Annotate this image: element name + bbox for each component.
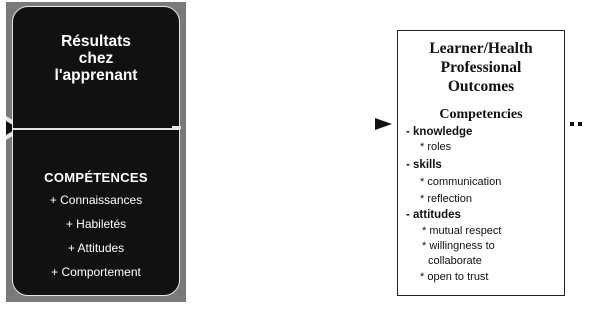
competency-item: * reflection [420, 193, 472, 205]
competency-item: * communication [420, 176, 502, 188]
competency-item-continued: collaborate [428, 255, 482, 267]
competency-item: * willingness to [422, 240, 495, 252]
french-panel-title [13, 33, 179, 84]
french-title-line: Résultats [61, 33, 131, 50]
outgoing-connector-dot-icon [578, 122, 582, 126]
competency-category: - knowledge [406, 126, 473, 138]
competency-category: - attitudes [406, 209, 461, 221]
english-title-line: Outcomes [447, 78, 515, 95]
french-title-line: l'apprenant [54, 67, 138, 84]
english-outcomes-box [397, 30, 565, 296]
french-competences-heading: COMPÉTENCES [44, 170, 148, 185]
french-panel-divider [13, 128, 179, 130]
outgoing-connector-dot-icon [570, 122, 574, 126]
competency-item: * mutual respect [422, 225, 502, 237]
english-competencies-heading: Competencies [439, 107, 523, 122]
competency-category: - skills [406, 159, 442, 171]
competency-item: * open to trust [420, 271, 489, 283]
french-competence-item: + Comportement [51, 265, 141, 279]
french-competence-item: + Attitudes [67, 241, 125, 255]
french-competence-item: + Habiletés [65, 217, 127, 231]
english-title-line: Professional [440, 59, 522, 76]
english-box-title [398, 39, 564, 96]
french-competence-item: + Connaissances [49, 193, 143, 207]
french-title-line: chez [78, 50, 114, 67]
incoming-arrow-icon [375, 118, 392, 130]
competency-item: * roles [420, 141, 452, 153]
outgoing-connector-icon [172, 126, 181, 129]
english-title-line: Learner/Health [429, 40, 533, 57]
french-outcomes-panel [12, 6, 180, 296]
